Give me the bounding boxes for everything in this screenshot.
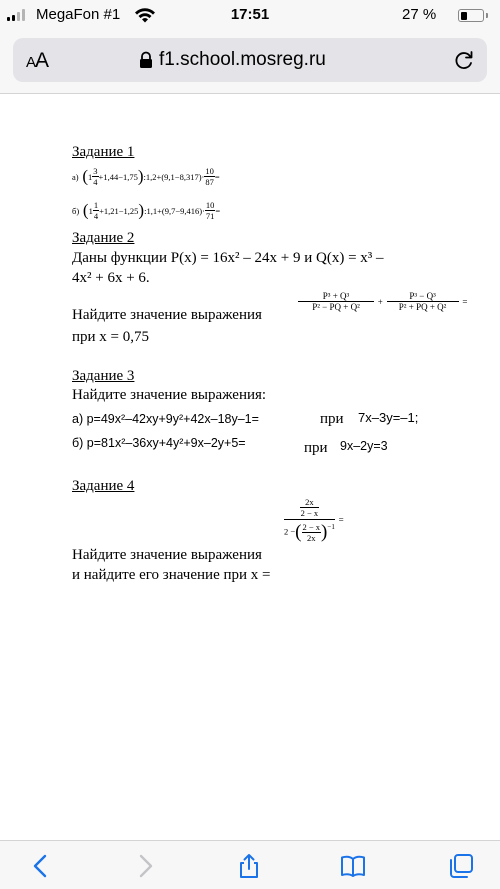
task3-item-a: а) p=49x²–42xy+9y²+42x–18y–1= [72,412,259,426]
task3-b-condition: 9x–2y=3 [340,439,388,453]
task4-line1: Найдите значение выражения [72,547,262,563]
task3-a-pri: при [320,411,344,427]
battery-percentage: 27 % [402,6,437,23]
task2-line2: 4x² + 6x + 6. [72,270,150,286]
task4-title: Задание 4 [72,478,135,494]
tabs-icon[interactable] [448,853,474,879]
task3-a-condition: 7x–3y=–1; [358,410,419,425]
back-icon[interactable] [28,853,54,879]
task3-item-b: б) p=81x²–36xy+4y²+9x–2y+5= [72,436,246,450]
url-text[interactable]: f1.school.mosreg.ru [159,49,326,70]
task3-b-pri: при [304,440,328,456]
task4-formula: $\frac{2x}{2 - x}$ 2 −( $\frac{2 - x}{2x}$ )$^{-1}$ = [284,497,344,543]
address-bar[interactable] [13,38,487,82]
status-bar [0,0,500,30]
clock: 17:51 [230,6,270,23]
battery-icon [458,9,484,22]
task2-line1: Даны функции P(x) = 16x² – 24x + 9 и Q(x) = x³ – [72,250,384,266]
lock-icon [138,51,154,69]
task3-line1: Найдите значение выражения: [72,387,267,403]
task2-line4: при x = 0,75 [72,329,150,345]
browser-toolbar [0,840,500,889]
browser-header [0,30,500,94]
reload-icon[interactable] [453,49,475,71]
task1-item-b: б) (1 $\frac{1}{4}$ +1,21−1,25):1,1+(9,7−9,416)· $\frac{10}{71}$ = [72,200,221,221]
carrier-name: MegaFon #1 [36,6,121,23]
task2-formula: $\frac{\text{P³ + Q³}}{\text{P² − PQ + Q²}}$ + $\frac{\text{P³ − Q³}}{\text{P² + PQ + Q²}}$ = [298,291,467,312]
task1-title: Задание 1 [72,144,135,160]
share-icon[interactable] [236,853,262,879]
task1-item-a: а) (1 $\frac{3}{4}$ +1,44−1,75):1,2+(9,1−8,317)· $\frac{10}{87}$ = [72,166,220,187]
task3-title: Задание 3 [72,368,135,384]
task4-line2: и найдите его значение при x = [72,567,271,583]
text-size-button[interactable]: AA [26,49,49,72]
task2-line3: Найдите значение выражения [72,307,262,323]
document-page [0,96,500,840]
forward-icon[interactable] [132,853,158,879]
task2-title: Задание 2 [72,230,135,246]
bookmarks-icon[interactable] [340,853,366,879]
